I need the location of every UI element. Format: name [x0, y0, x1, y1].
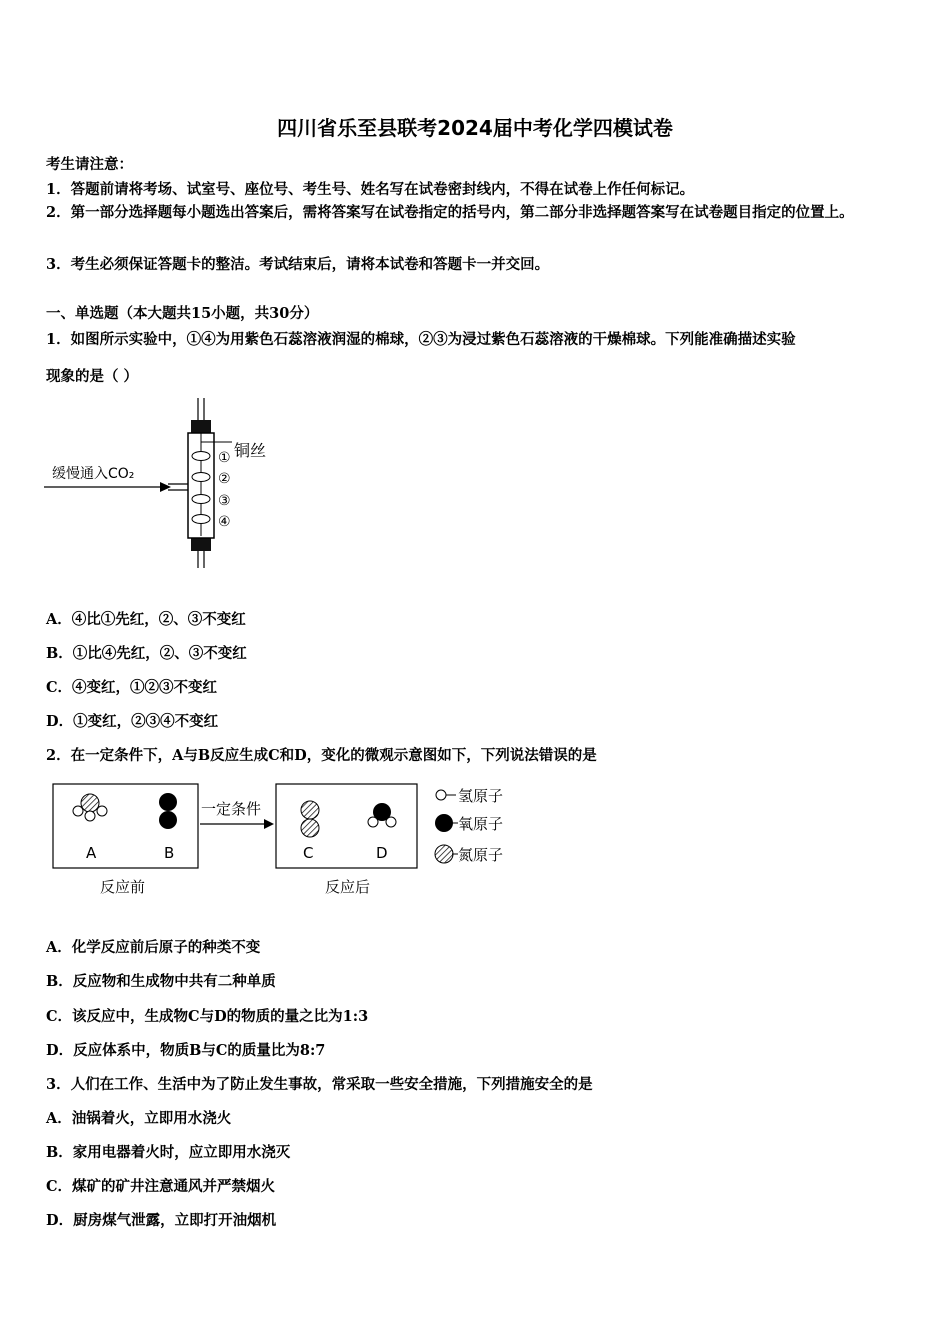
legend-nitrogen: [435, 845, 503, 864]
inlet-label: 缓慢通入CO₂: [52, 466, 135, 482]
ball-label-3: ③: [218, 493, 231, 509]
copper-wire-label: 铜丝: [234, 441, 267, 460]
q1-option-d: D．①变红，②③④不变红: [46, 713, 219, 730]
molecule-c: [301, 801, 319, 837]
arrow-label: 一定条件: [201, 800, 262, 818]
after-caption: 反应后: [325, 878, 371, 896]
legend-hydrogen: [436, 787, 503, 805]
q2-option-c: C．该反应中，生成物C与D的物质的量之比为1:3: [46, 1008, 369, 1025]
svg-text:氢原子: 氢原子: [458, 787, 504, 805]
q1-stem-line-2: 现象的是（ ）: [46, 368, 139, 385]
cotton-ball-4: [192, 515, 210, 524]
ball-label-2: ②: [218, 471, 231, 487]
ball-label-1: ①: [218, 450, 231, 466]
molecule-a: [73, 794, 107, 821]
notice-item-1: 1．答题前请将考场、试室号、座位号、考生号、姓名写在试卷密封线内，不得在试卷上作任何标记。: [46, 181, 695, 198]
q2-option-d: D．反应体系中，物质B与C的质量比为8:7: [46, 1042, 326, 1059]
cotton-ball-3: [192, 495, 210, 504]
q1-option-a: A．④比①先红，②、③不变红: [46, 611, 246, 628]
cotton-ball-1: [192, 452, 210, 461]
q1-figure: [40, 398, 300, 570]
q3-stem: 3．人们在工作、生活中为了防止发生事故，常采取一些安全措施，下列措施安全的是: [46, 1076, 593, 1093]
label-d: D: [376, 844, 388, 862]
notice-item-2: 2．第一部分选择题每小题选出答案后，需将答案写在试卷指定的括号内，第二部分非选择题答案写在试卷题目指定的位置上。: [46, 204, 854, 221]
label-b: B: [164, 844, 175, 862]
reaction-arrow: [264, 819, 274, 829]
page-title: 四川省乐至县联考2024届中考化学四模试卷: [277, 116, 673, 140]
q1-option-b: B．①比④先红，②、③不变红: [46, 645, 247, 662]
legend-oxygen: [435, 814, 503, 833]
q3-option-a: A．油锅着火，立即用水浇火: [46, 1110, 232, 1127]
molecule-b: [159, 793, 177, 829]
svg-text:氮原子: 氮原子: [458, 846, 504, 864]
molecule-d: [368, 803, 396, 827]
cotton-ball-2: [192, 473, 210, 482]
q1-stem-line-1: 1．如图所示实验中，①④为用紫色石蕊溶液润湿的棉球，②③为浸过紫色石蕊溶液的干燥棉球。下列能准确描述实验: [46, 331, 796, 348]
label-a: A: [86, 844, 97, 862]
notice-item-3: 3．考生必须保证答题卡的整洁。考试结束后，请将本试卷和答题卡一并交回。: [46, 256, 550, 273]
notice-heading: 考生请注意：: [46, 156, 133, 173]
q2-option-b: B．反应物和生成物中共有二种单质: [46, 973, 276, 990]
ball-label-4: ④: [218, 514, 231, 530]
q2-figure: [48, 778, 538, 902]
q3-option-d: D．厨房煤气泄露，立即打开油烟机: [46, 1212, 277, 1229]
q2-stem: 2．在一定条件下，A与B反应生成C和D，变化的微观示意图如下，下列说法错误的是: [46, 747, 597, 764]
q3-option-c: C．煤矿的矿井注意通风并严禁烟火: [46, 1178, 276, 1195]
section-heading: 一、单选题（本大题共15小题，共30分）: [46, 305, 319, 322]
before-caption: 反应前: [100, 878, 146, 896]
q1-option-c: C．④变红，①②③不变红: [46, 679, 218, 696]
q2-option-a: A．化学反应前后原子的种类不变: [46, 939, 261, 956]
svg-text:氧原子: 氧原子: [458, 815, 504, 833]
label-c: C: [303, 844, 314, 862]
q3-option-b: B．家用电器着火时，应立即用水浇灭: [46, 1144, 291, 1161]
